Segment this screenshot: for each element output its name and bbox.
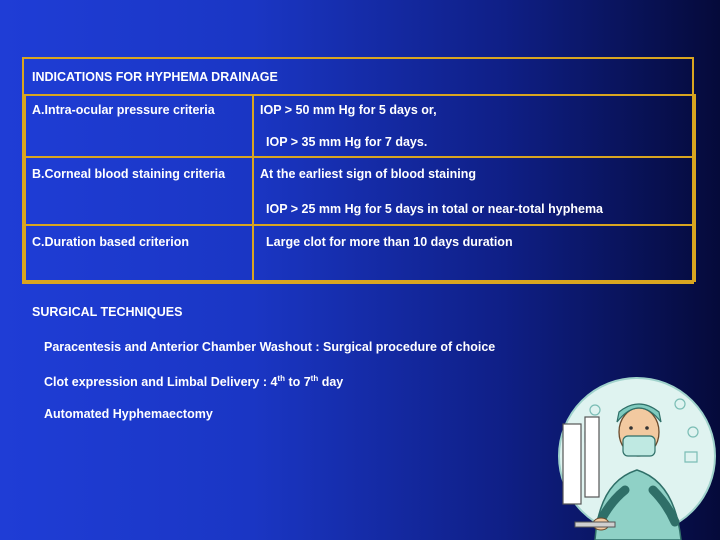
table-row	[25, 95, 695, 157]
table-row	[25, 225, 695, 281]
criteria-table	[24, 94, 696, 282]
criteria-detail: At the earliest sign of blood staining IOP > 25 mm Hg for 5 days in total or near-total hyphema	[253, 157, 695, 225]
criteria-label: C.Duration based criterion	[25, 225, 253, 281]
technique-item: Clot expression and Limbal Delivery : 4th to 7th day	[44, 374, 344, 390]
indications-heading: INDICATIONS FOR HYPHEMA DRAINAGE	[32, 70, 278, 84]
criteria-detail: Large clot for more than 10 days duration	[253, 225, 695, 281]
table-row	[25, 157, 695, 225]
criteria-label: B.Corneal blood staining criteria	[25, 157, 253, 225]
surgical-heading: SURGICAL TECHNIQUES	[32, 305, 183, 319]
surgeon-clipart	[555, 372, 720, 540]
criteria-label: A.Intra-ocular pressure criteria	[25, 95, 253, 157]
technique-item: Automated Hyphemaectomy	[44, 407, 213, 421]
technique-item: Paracentesis and Anterior Chamber Washout : Surgical procedure of choice	[44, 340, 496, 354]
criteria-detail: IOP > 50 mm Hg for 5 days or, IOP > 35 mm Hg for 7 days.	[253, 95, 695, 157]
